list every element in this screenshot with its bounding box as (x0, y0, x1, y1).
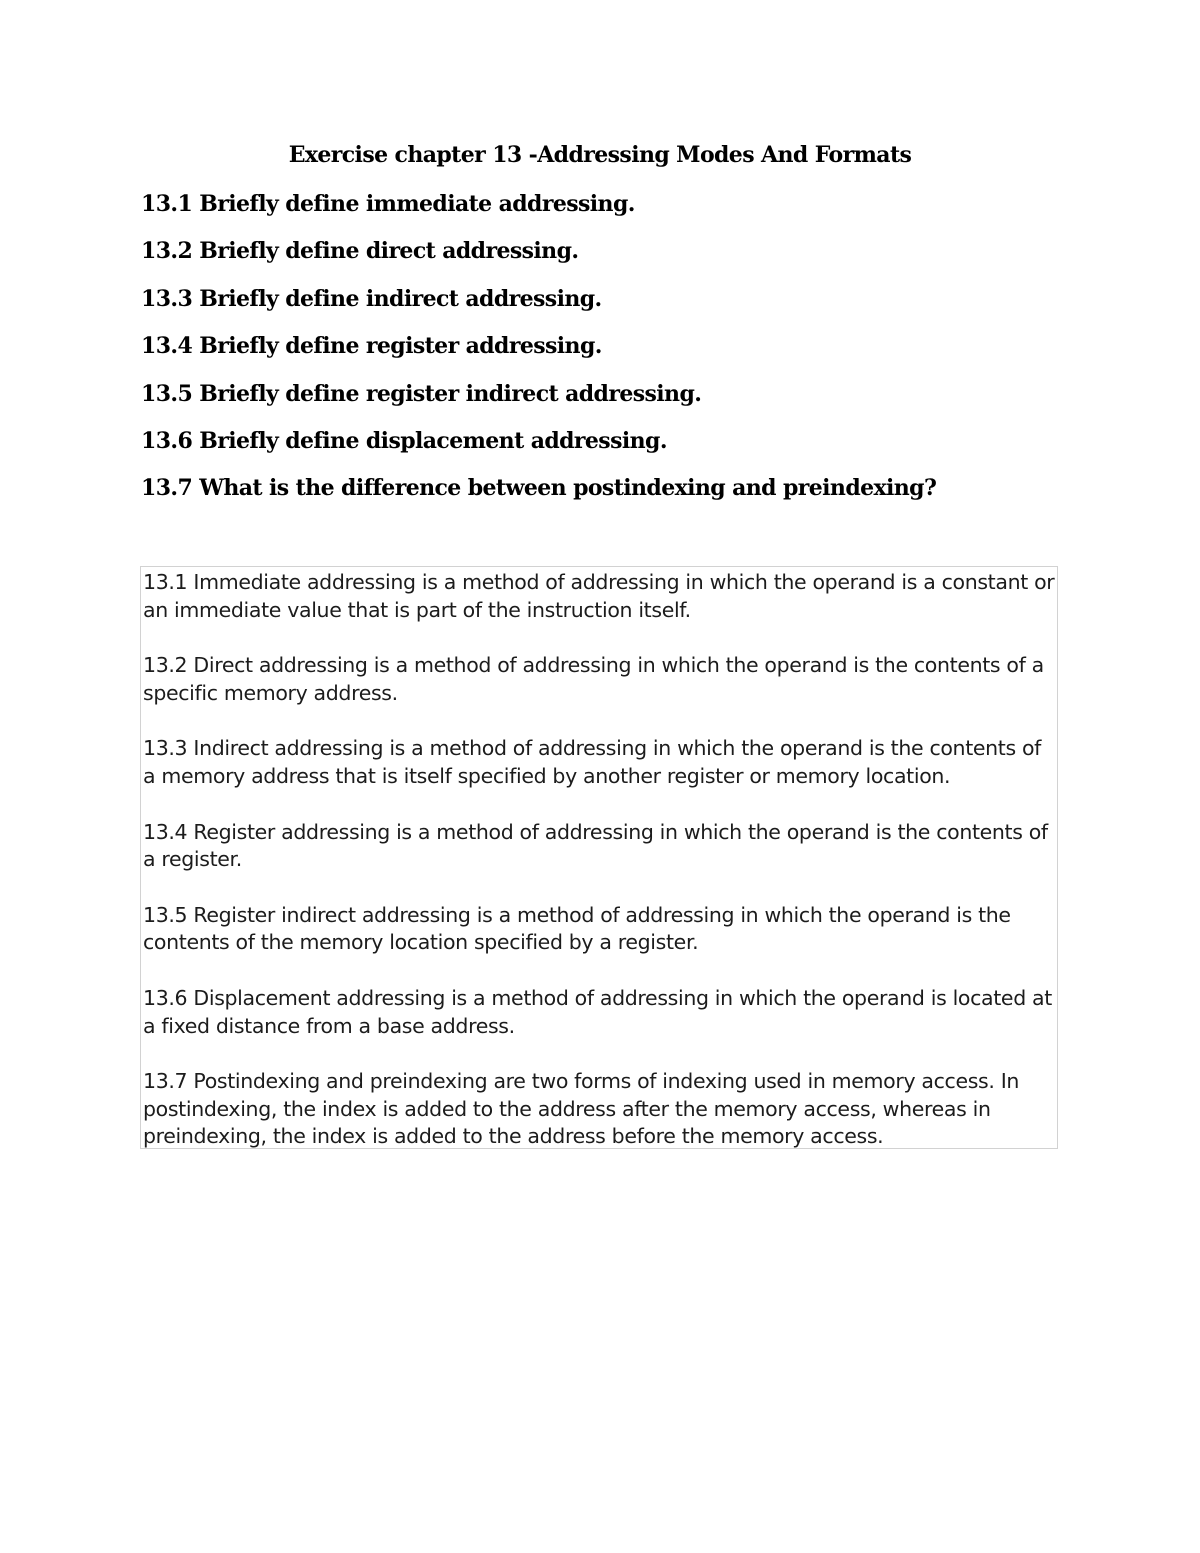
answer-box (140, 566, 1058, 1149)
answer-list (143, 569, 1057, 1151)
answer-item: 13.6 Displacement addressing is a method of addressing in which the operand is located at a fixed distance from a base address. (143, 985, 1052, 1038)
answer-item: 13.3 Indirect addressing is a method of addressing in which the operand is the contents of a memory address that is itself specified by another register or memory location. (143, 736, 1042, 788)
question-item: 13.4 Briefly define register addressing. (141, 333, 602, 360)
answer-item: 13.4 Register addressing is a method of addressing in which the operand is the contents of a register. (143, 819, 1048, 872)
document-title: Exercise chapter 13 -Addressing Modes And Formats (288, 142, 912, 168)
answer-item: 13.2 Direct addressing is a method of addressing in which the operand is the contents of a specific memory address. (143, 653, 1044, 705)
question-item: 13.3 Briefly define indirect addressing. (141, 285, 602, 312)
question-item: 13.7 What is the difference between postindexing and preindexing? (141, 475, 937, 502)
answer-item: 13.7 Postindexing and preindexing are two forms of indexing used in memory access. In postindexing, the index is added to the address after the memory access, whereas in preindexing, the index is added to the address before the memory access. (143, 1069, 1020, 1149)
question-item: 13.1 Briefly define immediate addressing. (141, 191, 635, 217)
answer-item: 13.5 Register indirect addressing is a method of addressing in which the operand is the contents of the memory location specified by a register. (143, 902, 1011, 955)
answer-item: 13.1 Immediate addressing is a method of addressing in which the operand is a constant or an immediate value that is part of the instruction itself. (143, 570, 1055, 622)
question-item: 13.5 Briefly define register indirect addressing. (141, 380, 702, 407)
question-item: 13.2 Briefly define direct addressing. (141, 238, 579, 265)
question-list (141, 190, 936, 522)
question-item: 13.6 Briefly define displacement addressing. (141, 427, 667, 454)
